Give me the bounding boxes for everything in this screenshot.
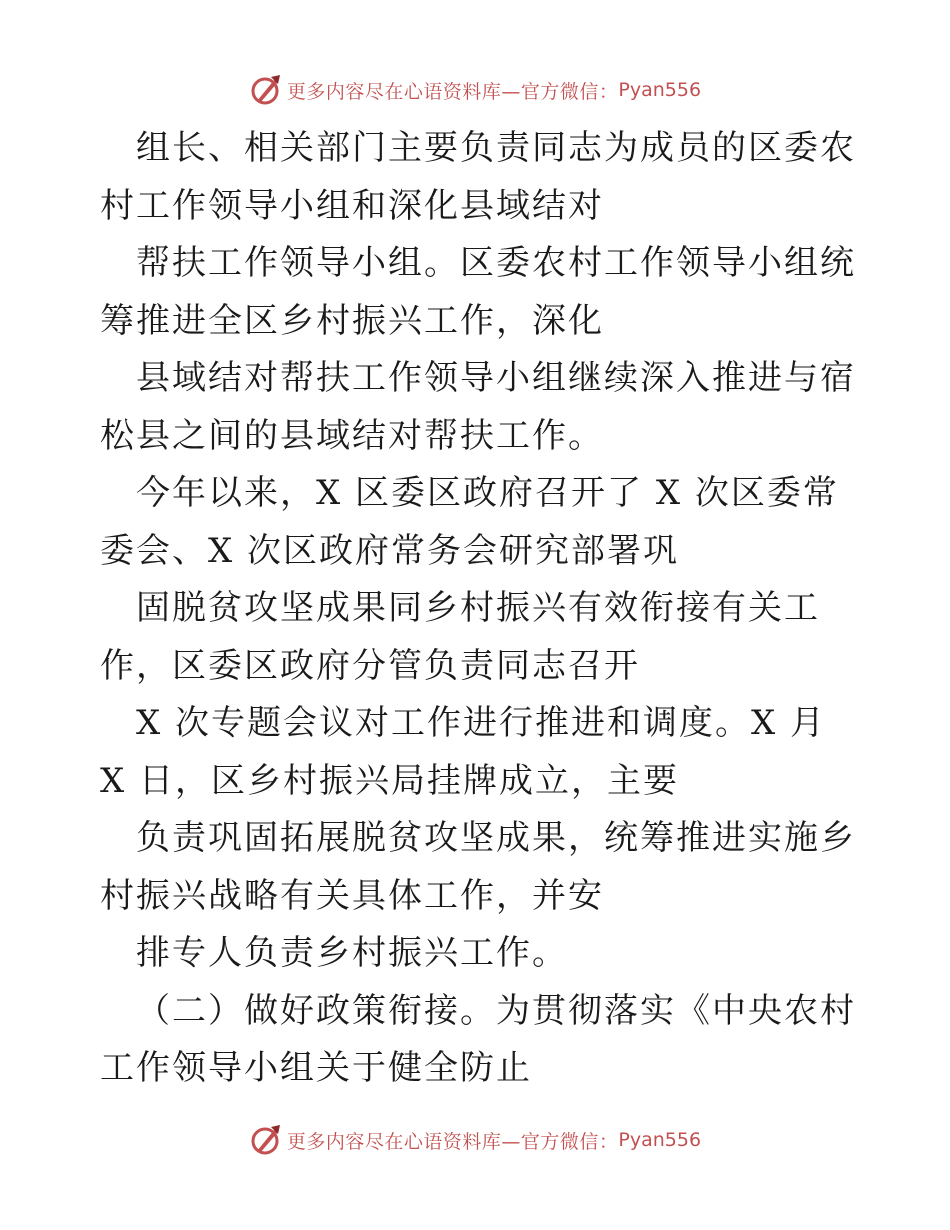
header-watermark (0, 70, 950, 110)
paragraph: 排专人负责乡村振兴工作。 (136, 933, 568, 973)
paragraph: 组长、相关部门主要负责同志为成员的区委农村工作领导小组和深化县域结对 (100, 128, 856, 226)
watermark-wechat-id: Pyan556 (618, 1129, 702, 1151)
paragraph: 固脱贫攻坚成果同乡村振兴有效衔接有关工作，区委区政府分管负责同志召开 (100, 588, 820, 686)
quill-logo-icon (249, 1123, 283, 1157)
paragraph: （二）做好政策衔接。为贯彻落实《中央农村工作领导小组关于健全防止 (100, 990, 856, 1088)
paragraph: 帮扶工作领导小组。区委农村工作领导小组统筹推进全区乡村振兴工作，深化 (100, 243, 856, 341)
watermark-text: 更多内容尽在心语资料库—官方微信： (286, 80, 619, 103)
watermark-text: 更多内容尽在心语资料库—官方微信： (286, 1130, 619, 1153)
paragraph: X 次专题会议对工作进行推进和调度。X 月 X 日，区乡村振兴局挂牌成立，主要 (100, 703, 839, 801)
document-body (100, 120, 860, 1098)
watermark-wechat-id: Pyan556 (618, 79, 702, 101)
footer-watermark (0, 1120, 950, 1160)
quill-logo-icon (249, 73, 283, 107)
paragraph: 负责巩固拓展脱贫攻坚成果，统筹推进实施乡村振兴战略有关具体工作，并安 (100, 818, 856, 916)
paragraph: 县域结对帮扶工作领导小组继续深入推进与宿松县之间的县域结对帮扶工作。 (100, 358, 856, 456)
paragraph: 今年以来，X 区委区政府召开了 X 次区委常委会、X 次区政府常务会研究部署巩 (100, 473, 839, 571)
